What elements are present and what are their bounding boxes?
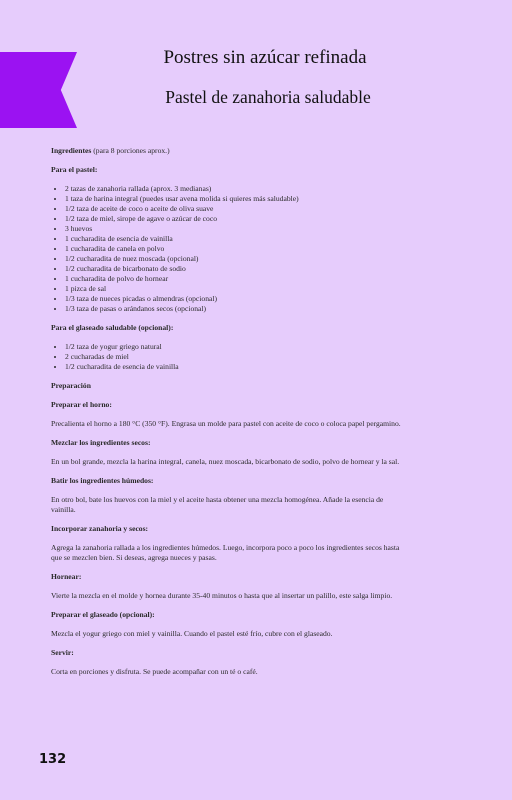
step-text: En un bol grande, mezcla la harina integral, canela, nuez moscada, bicarbonato de sodio, polvo de hornear y la sal. — [51, 457, 400, 466]
list-item: • 1/2 taza de yogur griego natural — [65, 342, 403, 352]
step-title: Preparar el horno: — [51, 400, 112, 409]
list-item: • 1 pizca de sal — [65, 284, 403, 294]
list-item: • 1 taza de harina integral (puedes usar avena molida si quieres más saludable) — [65, 194, 403, 204]
purple-banner-ribbon — [0, 52, 77, 128]
list-item: • 1/2 cucharadita de nuez moscada (opcional) — [65, 254, 403, 264]
recipe-content — [51, 146, 403, 686]
servings-note: (para 8 porciones aprox.) — [93, 146, 170, 155]
list-item: • 1/2 taza de aceite de coco o aceite de oliva suave — [65, 204, 403, 214]
book-title: Postres sin azúcar refinada — [163, 47, 367, 68]
cake-ingredients-heading: Para el pastel: — [51, 165, 98, 174]
list-item: • 3 huevos — [65, 224, 403, 234]
list-item: • 2 tazas de zanahoria rallada (aprox. 3 medianas) — [65, 184, 403, 194]
preparation-heading: Preparación — [51, 381, 91, 390]
step-title: Mezclar los ingredientes secos: — [51, 438, 151, 447]
list-item: • 1/2 taza de miel, sirope de agave o azúcar de coco — [65, 214, 403, 224]
list-item: • 1 cucharadita de polvo de hornear — [65, 274, 403, 284]
list-item: • 1/3 taza de pasas o arándanos secos (opcional) — [65, 304, 403, 314]
step-title: Batir los ingredientes húmedos: — [51, 476, 154, 485]
step-title: Incorporar zanahoria y secos: — [51, 524, 149, 533]
list-item: • 1/2 cucharadita de bicarbonato de sodio — [65, 264, 403, 274]
step-text: Vierte la mezcla en el molde y hornea durante 35-40 minutos o hasta que al insertar un palillo, este salga limpio. — [51, 591, 393, 600]
step-title: Servir: — [51, 648, 74, 657]
step-text: En otro bol, bate los huevos con la miel y el aceite hasta obtener una mezcla homogénea. Añade la esencia de vainilla. — [51, 495, 384, 514]
step-text: Agrega la zanahoria rallada a los ingredientes húmedos. Luego, incorpora poco a poco los ingredientes secos hasta que se mezclen bien. Si deseas, agrega nueces y pasas. — [51, 543, 400, 562]
cake-ingredients-list — [51, 184, 403, 314]
list-item: • 1 cucharadita de canela en polvo — [65, 244, 403, 254]
list-item: • 1/2 cucharadita de esencia de vainilla — [65, 362, 403, 372]
ingredients-label: Ingredientes — [51, 146, 92, 155]
list-item: • 1 cucharadita de esencia de vainilla — [65, 234, 403, 244]
glaze-ingredients-heading: Para el glaseado saludable (opcional): — [51, 323, 174, 332]
ingredients-intro — [51, 146, 403, 156]
step-title: Preparar el glaseado (opcional): — [51, 610, 155, 619]
step-text: Precalienta el horno a 180 °C (350 °F). Engrasa un molde para pastel con aceite de coco o coloca papel pergamino. — [51, 419, 401, 428]
list-item: • 1/3 taza de nueces picadas o almendras (opcional) — [65, 294, 403, 304]
glaze-ingredients-list — [51, 342, 403, 372]
recipe-title: Pastel de zanahoria saludable — [165, 87, 371, 107]
page-number: 132 — [39, 752, 67, 767]
step-title: Hornear: — [51, 572, 82, 581]
step-text: Corta en porciones y disfruta. Se puede acompañar con un té o café. — [51, 667, 258, 676]
step-text: Mezcla el yogur griego con miel y vainilla. Cuando el pastel esté frío, cubre con el glaseado. — [51, 629, 333, 638]
list-item: • 2 cucharadas de miel — [65, 352, 403, 362]
